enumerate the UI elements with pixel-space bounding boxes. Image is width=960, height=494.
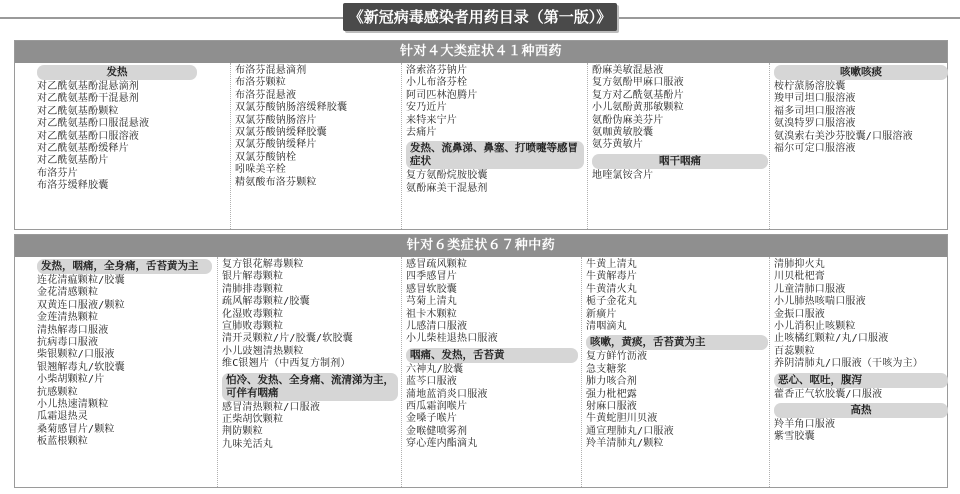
drug-item: 儿感清口服液 bbox=[406, 321, 468, 333]
symptom-group bbox=[406, 259, 578, 346]
drug-list bbox=[235, 65, 400, 189]
drug-item: 通宣理肺丸/口服液 bbox=[586, 425, 674, 437]
chinese-medicine-section bbox=[14, 234, 948, 488]
chinese-columns bbox=[15, 257, 947, 487]
drug-item: 紫雪胶囊 bbox=[774, 431, 815, 443]
drug-list bbox=[222, 402, 398, 452]
symptom-group bbox=[406, 65, 584, 139]
symptom-group bbox=[774, 373, 948, 401]
drug-item: 布洛芬混悬滴剂 bbox=[235, 65, 307, 76]
drug-list bbox=[774, 419, 948, 444]
drug-item: 百蕊颗粒 bbox=[774, 345, 815, 357]
drug-item: 金振口服液 bbox=[774, 308, 825, 320]
drug-item: 福尔可定口服溶液 bbox=[774, 143, 856, 155]
drug-item: 银片解毒颗粒 bbox=[222, 271, 284, 283]
drug-list bbox=[774, 81, 948, 155]
drug-item: 抗感颗粒 bbox=[37, 386, 78, 398]
drug-item: 对乙酰氨基酚干混悬剂 bbox=[37, 93, 139, 105]
drug-item: 蒲地蓝消炎口服液 bbox=[406, 388, 488, 400]
drug-item: 吲哚美辛栓 bbox=[235, 164, 286, 176]
drug-item: 酚麻美敏混悬液 bbox=[592, 65, 664, 76]
drug-item: 桉柠蒎肠溶胶囊 bbox=[774, 81, 846, 92]
western-medicine-section bbox=[14, 40, 948, 230]
drug-list bbox=[406, 364, 578, 451]
drug-item: 小柴胡颗粒/片 bbox=[37, 374, 105, 386]
drug-item: 复方鲜竹沥液 bbox=[586, 351, 648, 363]
drug-item: 新癀片 bbox=[586, 308, 617, 320]
drug-item: 阿司匹林泡腾片 bbox=[406, 89, 478, 101]
drug-item: 复方氨酚烷胺胶囊 bbox=[406, 170, 488, 182]
drug-list bbox=[37, 275, 212, 449]
symptom-category-label: 怕冷、发热、全身痛、流清涕为主，可伴有咽痛 bbox=[222, 373, 398, 401]
chinese-column-5 bbox=[769, 257, 948, 487]
drug-item: 安乃近片 bbox=[406, 102, 447, 114]
western-column-2 bbox=[230, 63, 400, 229]
drug-item: 精氨酸布洛芬颗粒 bbox=[235, 176, 317, 188]
symptom-category-label: 发热、流鼻涕、鼻塞、打喷嚏等感冒症状 bbox=[406, 141, 584, 169]
drug-item: 去痛片 bbox=[406, 127, 437, 139]
drug-list bbox=[37, 81, 197, 193]
drug-item: 小儿热速清颗粒 bbox=[37, 399, 109, 411]
drug-item: 羚羊角口服液 bbox=[774, 419, 836, 431]
western-column-5 bbox=[769, 63, 948, 229]
chinese-column-3 bbox=[401, 257, 578, 487]
drug-item: 复方银花解毒颗粒 bbox=[222, 259, 304, 270]
symptom-group bbox=[37, 259, 212, 449]
drug-item: 肺力咳合剂 bbox=[586, 376, 637, 388]
drug-list bbox=[586, 351, 768, 450]
symptom-category-label: 发热，咽痛，全身痛，舌苔黄为主 bbox=[37, 259, 212, 274]
western-section-header: 针对４大类症状４１种西药 bbox=[15, 41, 947, 63]
drug-item: 金喉健喷雾剂 bbox=[406, 425, 468, 437]
drug-item: 四季感冒片 bbox=[406, 271, 457, 283]
drug-item: 蓝芩口服液 bbox=[406, 376, 457, 388]
symptom-category-label: 咳嗽，黄痰，舌苔黄为主 bbox=[586, 335, 768, 350]
chinese-section-header: 针对６类症状６７种中药 bbox=[15, 235, 947, 257]
symptom-category-label: 咽痛、发热，舌苔黄 bbox=[406, 348, 578, 363]
drug-item: 急支糖浆 bbox=[586, 363, 627, 375]
drug-list bbox=[406, 259, 578, 346]
western-columns bbox=[15, 63, 947, 229]
page-title: 《新冠病毒感染者用药目录（第一版）》 bbox=[343, 3, 617, 31]
symptom-group bbox=[586, 259, 768, 333]
drug-item: 氨溴特罗口服溶液 bbox=[774, 118, 856, 130]
drug-item: 复方对乙酰氨基酚片 bbox=[592, 89, 684, 101]
drug-item: 小儿消积止咳颗粒 bbox=[774, 321, 856, 333]
drug-item: 感冒软胶囊 bbox=[406, 283, 457, 295]
symptom-group bbox=[774, 403, 948, 444]
drug-item: 小儿布洛芬栓 bbox=[406, 77, 468, 89]
drug-item: 牛黄清火丸 bbox=[586, 283, 637, 295]
drug-item: 正柴胡饮颗粒 bbox=[222, 414, 284, 426]
drug-item: 氨酚伪麻美芬片 bbox=[592, 114, 664, 126]
drug-item: 金花清感颗粒 bbox=[37, 287, 99, 299]
drug-item: 布洛芬片 bbox=[37, 167, 78, 179]
chinese-column-4 bbox=[581, 257, 768, 487]
drug-item: 养阴清肺丸/口服液（干咳为主） bbox=[774, 358, 924, 370]
drug-item: 芎菊上清丸 bbox=[406, 296, 457, 308]
drug-item: 地喹氯铵含片 bbox=[592, 169, 654, 181]
drug-item: 双氯芬酸钠缓释片 bbox=[235, 139, 317, 151]
title-band bbox=[0, 0, 960, 36]
chinese-column-1 bbox=[37, 257, 212, 487]
symptom-group bbox=[592, 65, 768, 152]
drug-item: 福多司坦口服溶液 bbox=[774, 105, 856, 117]
drug-item: 对乙酰氨基酚颗粒 bbox=[37, 105, 119, 117]
western-column-3 bbox=[401, 63, 584, 229]
drug-item: 对乙酰氨基酚混悬滴剂 bbox=[37, 81, 139, 92]
drug-item: 布洛芬缓释胶囊 bbox=[37, 180, 109, 192]
drug-item: 川贝枇杷膏 bbox=[774, 271, 825, 283]
drug-item: 小儿柴桂退热口服液 bbox=[406, 333, 498, 345]
drug-item: 维C银翘片（中西复方制剂） bbox=[222, 358, 351, 370]
drug-item: 对乙酰氨基酚缓释片 bbox=[37, 143, 129, 155]
symptom-group bbox=[235, 65, 400, 189]
drug-item: 宣肺败毒颗粒 bbox=[222, 321, 284, 333]
drug-item: 清肺排毒颗粒 bbox=[222, 283, 284, 295]
drug-item: 穿心莲内酯滴丸 bbox=[406, 438, 478, 450]
drug-list bbox=[592, 65, 768, 152]
drug-list bbox=[774, 389, 948, 401]
drug-list bbox=[406, 170, 584, 195]
drug-item: 小儿氨酚黄那敏颗粒 bbox=[592, 102, 684, 114]
drug-list bbox=[222, 259, 398, 371]
drug-item: 强力枇杷露 bbox=[586, 388, 637, 400]
symptom-group bbox=[222, 373, 398, 452]
drug-item: 射麻口服液 bbox=[586, 401, 637, 413]
drug-item: 洛索洛芬钠片 bbox=[406, 65, 468, 76]
drug-item: 六神丸/胶囊 bbox=[406, 363, 464, 375]
chinese-column-2 bbox=[217, 257, 398, 487]
drug-list bbox=[592, 170, 768, 182]
drug-item: 藿香正气软胶囊/口服液 bbox=[774, 388, 883, 400]
drug-list bbox=[586, 259, 768, 333]
drug-item: 西瓜霜润喉片 bbox=[406, 401, 468, 413]
drug-item: 布洛芬颗粒 bbox=[235, 77, 286, 89]
drug-item: 清热解毒口服液 bbox=[37, 324, 109, 336]
symptom-group bbox=[774, 65, 948, 155]
drug-item: 清开灵颗粒/片/胶囊/软胶囊 bbox=[222, 333, 353, 345]
symptom-category-label: 咽干咽痛 bbox=[592, 154, 768, 169]
drug-item: 九味羌活丸 bbox=[222, 438, 273, 450]
drug-list bbox=[774, 259, 948, 371]
symptom-group bbox=[406, 141, 584, 195]
drug-item: 氨溴索右美沙芬胶囊/口服溶液 bbox=[774, 130, 913, 142]
drug-item: 儿童清肺口服液 bbox=[774, 283, 846, 295]
drug-item: 桑菊感冒片/颗粒 bbox=[37, 423, 115, 435]
drug-item: 连花清瘟颗粒/胶囊 bbox=[37, 275, 125, 286]
drug-item: 柴银颗粒/口服液 bbox=[37, 349, 115, 361]
western-column-1 bbox=[37, 63, 197, 229]
drug-item: 栀子金花丸 bbox=[586, 296, 637, 308]
symptom-group bbox=[406, 348, 578, 451]
drug-item: 复方氨酚甲麻口服液 bbox=[592, 77, 684, 89]
drug-item: 对乙酰氨基酚口服溶液 bbox=[37, 130, 139, 142]
symptom-category-label: 恶心、呕吐，腹泻 bbox=[774, 373, 948, 388]
drug-item: 对乙酰氨基酚口服混悬液 bbox=[37, 118, 150, 130]
symptom-group bbox=[774, 259, 948, 371]
drug-item: 清咽滴丸 bbox=[586, 321, 627, 333]
drug-item: 双氯芬酸钠肠溶片 bbox=[235, 114, 317, 126]
drug-item: 双氯芬酸钠肠溶缓释胶囊 bbox=[235, 102, 348, 114]
drug-item: 牛黄蛇胆川贝液 bbox=[586, 413, 658, 425]
symptom-group bbox=[586, 335, 768, 450]
drug-item: 止咳橘红颗粒/丸/口服液 bbox=[774, 333, 889, 345]
drug-item: 感冒疏风颗粒 bbox=[406, 259, 468, 270]
drug-item: 羚羊清肺丸/颗粒 bbox=[586, 438, 664, 450]
drug-item: 牛黄上清丸 bbox=[586, 259, 637, 270]
drug-item: 瓜霜退热灵 bbox=[37, 411, 88, 423]
drug-item: 小儿豉翘清热颗粒 bbox=[222, 345, 304, 357]
drug-item: 银翘解毒丸/软胶囊 bbox=[37, 361, 125, 373]
drug-item: 氨酚麻美干混悬剂 bbox=[406, 182, 488, 194]
symptom-category-label: 高热 bbox=[774, 403, 948, 418]
symptom-group bbox=[592, 154, 768, 182]
drug-item: 板蓝根颗粒 bbox=[37, 436, 88, 448]
drug-item: 双黄连口服液/颗粒 bbox=[37, 299, 125, 311]
drug-item: 双氯芬酸钠缓释胶囊 bbox=[235, 127, 327, 139]
symptom-group bbox=[37, 65, 197, 193]
symptom-category-label: 咳嗽咳痰 bbox=[774, 65, 948, 80]
drug-item: 对乙酰氨基酚片 bbox=[37, 155, 109, 167]
drug-item: 金嗓子喉片 bbox=[406, 413, 457, 425]
drug-item: 氨咖黄敏胶囊 bbox=[592, 127, 654, 139]
drug-item: 感冒清热颗粒/口服液 bbox=[222, 401, 321, 413]
drug-item: 抗病毒口服液 bbox=[37, 337, 99, 349]
drug-item: 牛黄解毒片 bbox=[586, 271, 637, 283]
western-column-4 bbox=[587, 63, 768, 229]
drug-item: 荆防颗粒 bbox=[222, 426, 263, 438]
symptom-group bbox=[222, 259, 398, 371]
drug-list bbox=[406, 65, 584, 139]
drug-item: 清肺抑火丸 bbox=[774, 259, 825, 270]
drug-item: 疏风解毒颗粒/胶囊 bbox=[222, 296, 310, 308]
drug-item: 双氯芬酸钠栓 bbox=[235, 151, 297, 163]
drug-item: 祖卡木颗粒 bbox=[406, 308, 457, 320]
drug-item: 氨芬黄敏片 bbox=[592, 139, 643, 151]
drug-item: 小儿肺热咳喘口服液 bbox=[774, 296, 866, 308]
drug-item: 金莲清热颗粒 bbox=[37, 312, 99, 324]
drug-item: 布洛芬混悬液 bbox=[235, 89, 297, 101]
drug-item: 来特来宁片 bbox=[406, 114, 457, 126]
drug-item: 化湿败毒颗粒 bbox=[222, 308, 284, 320]
drug-item: 羧甲司坦口服溶液 bbox=[774, 93, 856, 105]
symptom-category-label: 发热 bbox=[37, 65, 197, 80]
